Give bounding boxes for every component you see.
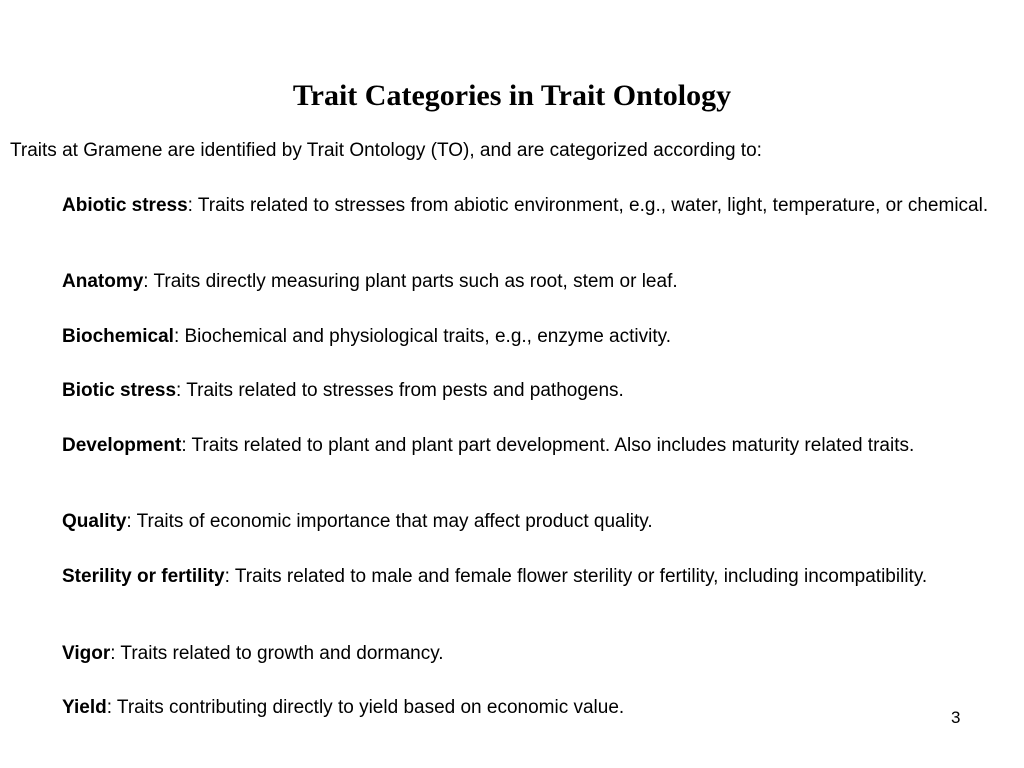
category-term: Development: [62, 435, 182, 456]
slide-title: Trait Categories in Trait Ontology: [292, 79, 732, 112]
category-item-biochemical: [62, 326, 993, 348]
category-description: : Traits contributing directly to yield based on economic value.: [106, 697, 625, 718]
category-description: : Traits related to plant and plant part development. Also includes maturity related traits.: [181, 435, 915, 456]
category-description: : Traits related to stresses from abiotic environment, e.g., water, light, temperature, or chemical.: [187, 195, 989, 216]
category-description: : Traits related to growth and dormancy.: [110, 643, 444, 664]
category-item-biotic-stress: [62, 380, 993, 402]
category-term: Biochemical: [62, 326, 174, 347]
category-description: : Traits related to stresses from pests and pathogens.: [176, 380, 624, 401]
category-description: : Biochemical and physiological traits, e.g., enzyme activity.: [173, 326, 671, 347]
category-term: Yield: [62, 697, 107, 718]
category-item-sterility-or-fertility: [62, 566, 993, 588]
category-term: Vigor: [62, 643, 111, 664]
category-term: Quality: [62, 511, 127, 532]
category-description: : Traits directly measuring plant parts such as root, stem or leaf.: [143, 271, 678, 292]
category-item-abiotic-stress: [62, 195, 993, 217]
page-number: 3: [951, 708, 961, 727]
category-term: Sterility or fertility: [62, 566, 225, 587]
category-item-development: [62, 435, 993, 457]
category-description: : Traits related to male and female flower sterility or fertility, including incompatibility.: [224, 566, 928, 587]
category-description: : Traits of economic importance that may affect product quality.: [126, 511, 653, 532]
category-item-quality: [62, 511, 993, 533]
category-term: Anatomy: [62, 271, 144, 292]
category-item-vigor: [62, 643, 993, 665]
category-term: Abiotic stress: [62, 195, 188, 216]
category-item-anatomy: [62, 271, 993, 293]
intro-text: Traits at Gramene are identified by Trait Ontology (TO), and are categorized according to:: [10, 140, 762, 161]
category-item-yield: [62, 697, 993, 719]
category-term: Biotic stress: [62, 380, 177, 401]
